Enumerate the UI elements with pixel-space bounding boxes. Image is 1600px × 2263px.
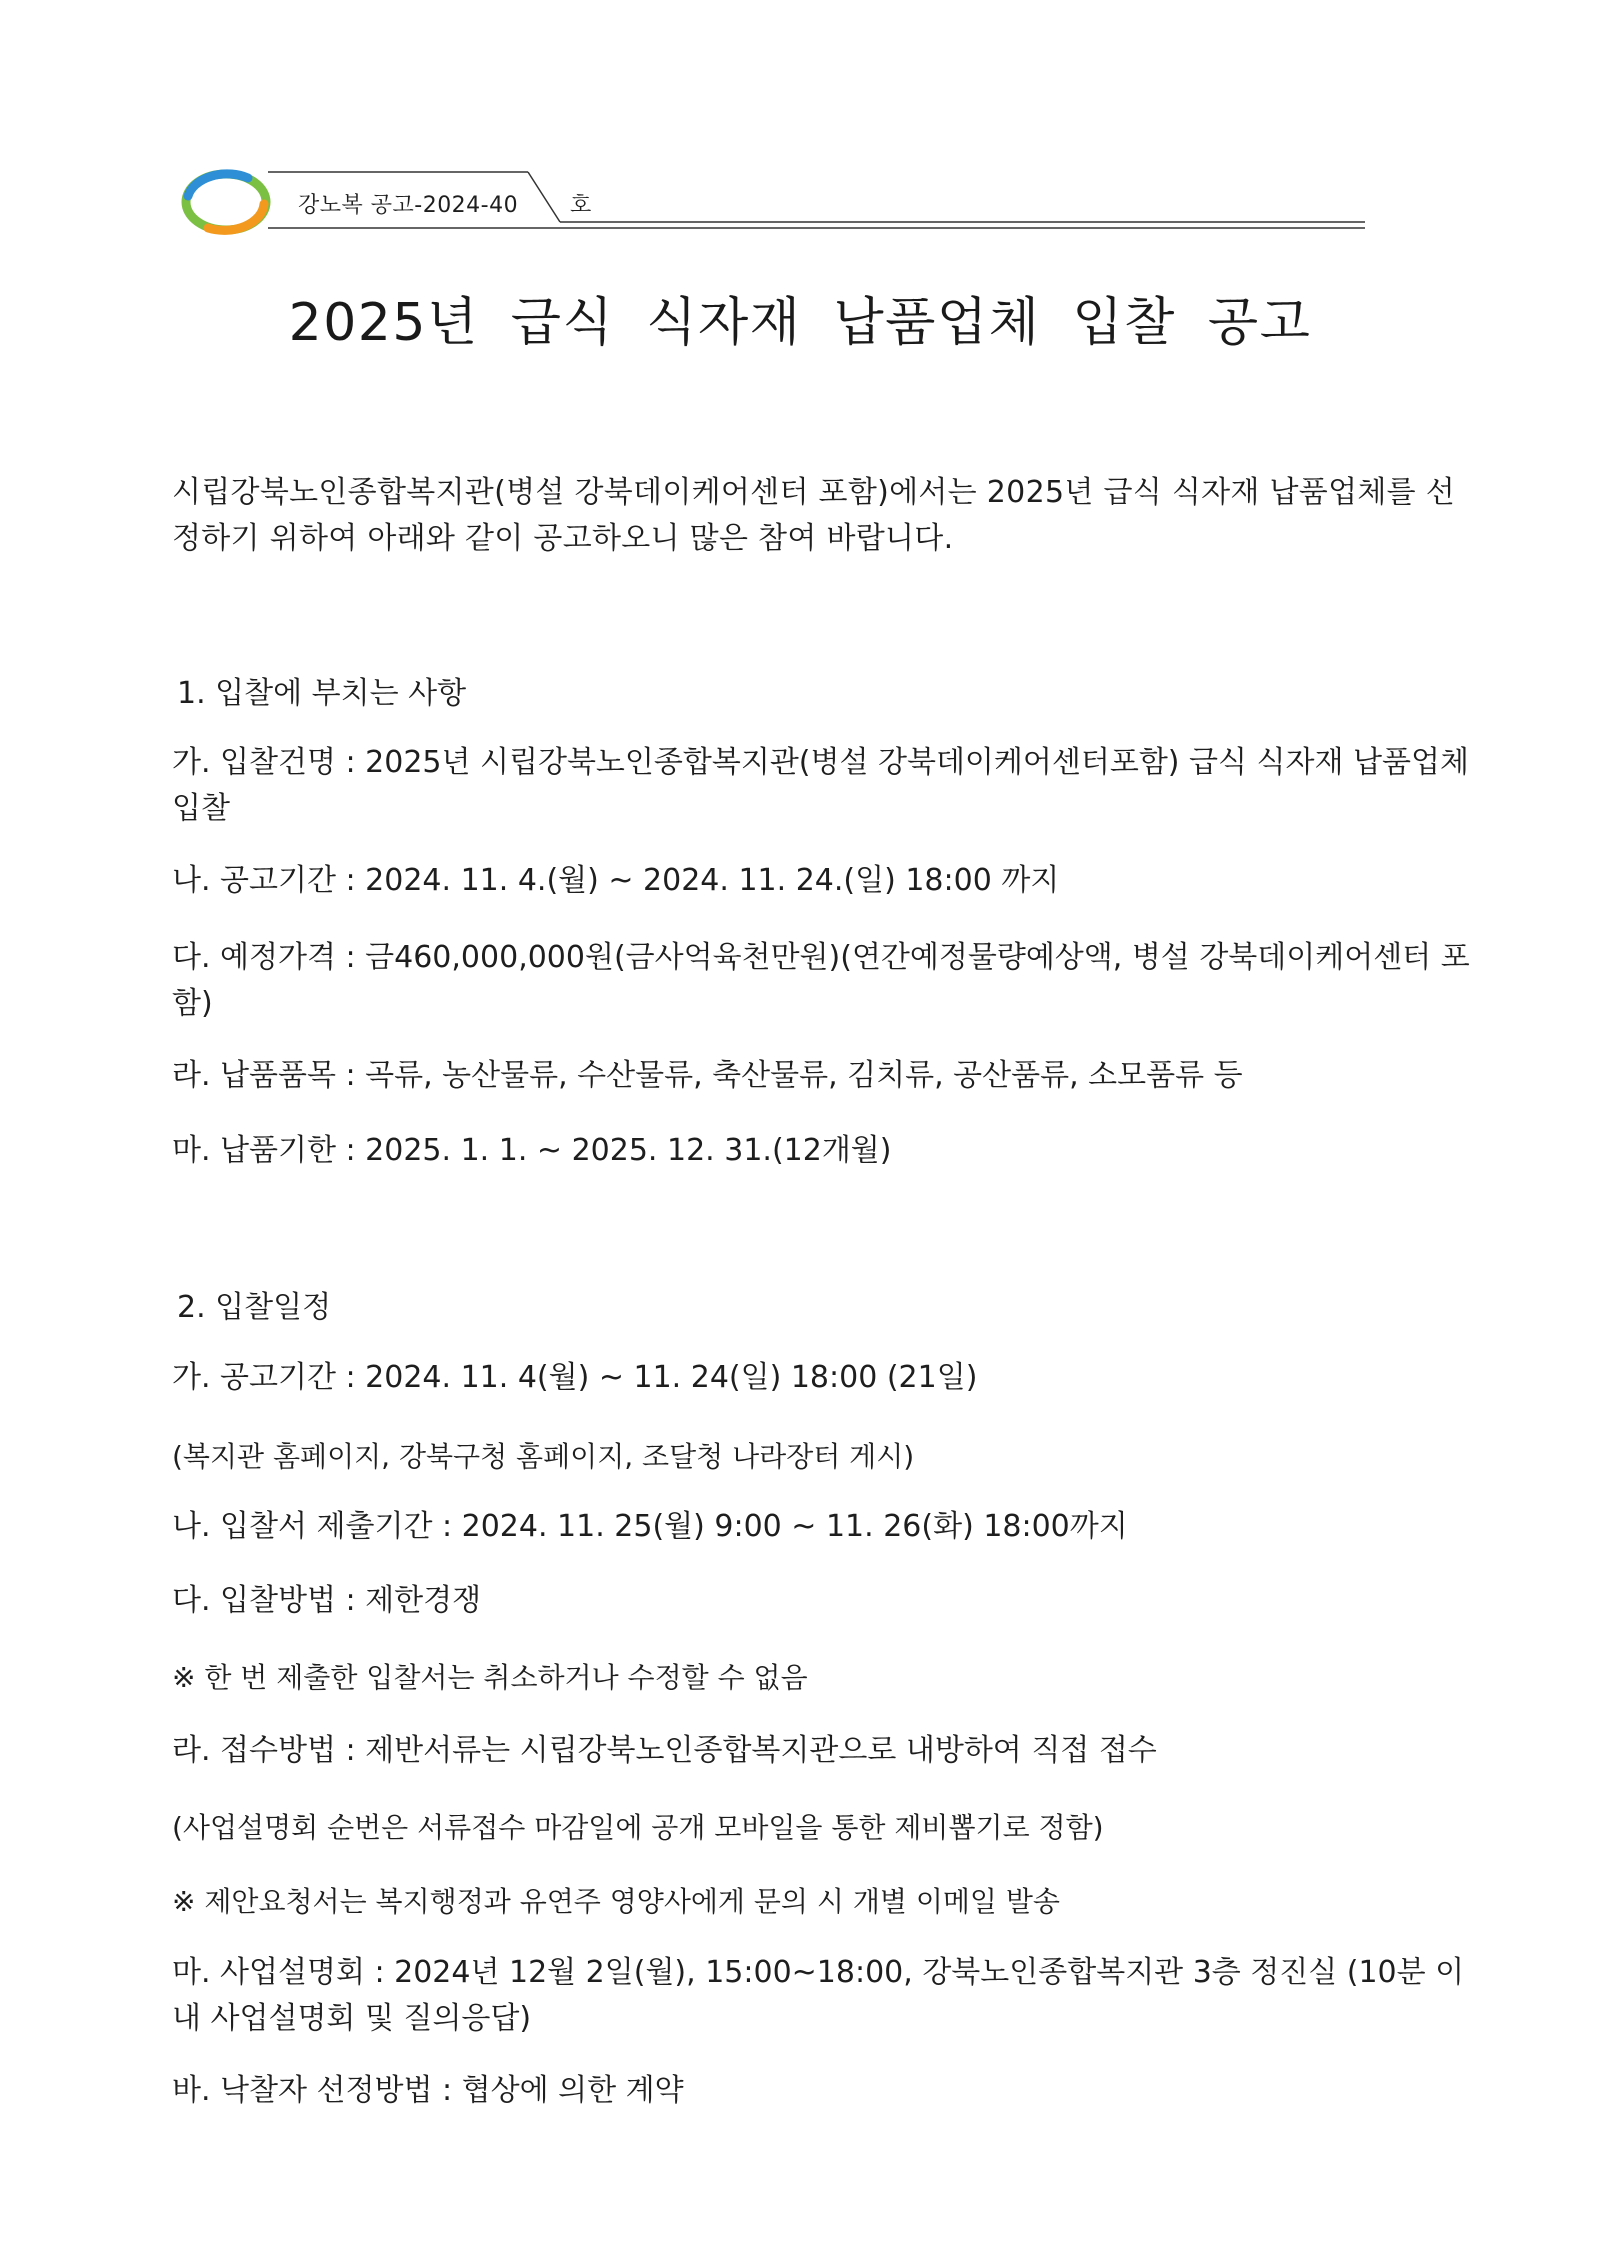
- section2-note-notice-sites: (복지관 홈페이지, 강북구청 홈페이지, 조달청 나라장터 게시): [172, 1440, 915, 1473]
- section2-note-draw-order: (사업설명회 순번은 서류접수 마감일에 공개 모바일을 통한 제비뽑기로 정함): [172, 1811, 1104, 1844]
- document-number: 강노복 공고-2024-40: [298, 193, 519, 218]
- section1-title: 1. 입찰에 부치는 사항: [177, 676, 467, 711]
- section1-item-ra: 라. 납품품목 : 곡류, 농산물류, 수산물류, 축산물류, 김치류, 공산품류, 소모품류 등: [172, 1058, 1243, 1093]
- section2-title: 2. 입찰일정: [177, 1290, 332, 1325]
- section1-item-da: 다. 예정가격 : 금460,000,000원(금사억육천만원)(연간예정물량예상액, 병설 강북데이케어센터 포함): [172, 940, 1470, 1021]
- section2-item-na: 나. 입찰서 제출기간 : 2024. 11. 25(월) 9:00 ~ 11. 26(화) 18:00까지: [172, 1509, 1128, 1544]
- section1-item-na: 나. 공고기간 : 2024. 11. 4.(월) ~ 2024. 11. 24.(일) 18:00 까지: [172, 863, 1060, 898]
- section2-item-ba: 바. 낙찰자 선정방법 : 협상에 의한 계약: [172, 2073, 684, 2108]
- section2-item-ra: 라. 접수방법 : 제반서류는 시립강북노인종합복지관으로 내방하여 직접 접수: [172, 1733, 1157, 1768]
- section1-item-ma: 마. 납품기한 : 2025. 1. 1. ~ 2025. 12. 31.(12개월): [172, 1133, 892, 1168]
- intro-block: [172, 470, 1472, 562]
- section2-note-rfp-email: ※ 제안요청서는 복지행정과 유연주 영양사에게 문의 시 개별 이메일 발송: [172, 1885, 1060, 1918]
- document-number-suffix: 호: [570, 193, 592, 218]
- section2-item-da: 다. 입찰방법 : 제한경쟁: [172, 1583, 482, 1618]
- section2-note-no-cancel: ※ 한 번 제출한 입찰서는 취소하거나 수정할 수 없음: [172, 1661, 808, 1694]
- header-rule: [0, 0, 1600, 260]
- section2-item-ga: 가. 공고기간 : 2024. 11. 4(월) ~ 11. 24(일) 18:00 (21일): [172, 1360, 978, 1395]
- intro-paragraph: 시립강북노인종합복지관(병설 강북데이케어센터 포함)에서는 2025년 급식 식자재 납품업체를 선정하기 위하여 아래와 같이 공고하오니 많은 참여 바랍니다.: [172, 475, 1456, 556]
- section2-item-ma: 마. 사업설명회 : 2024년 12월 2일(월), 15:00~18:00, 강북노인종합복지관 3층 정진실 (10분 이내 사업설명회 및 질의응답): [172, 1955, 1465, 2036]
- section1-item-ga: 가. 입찰건명 : 2025년 시립강북노인종합복지관(병설 강북데이케어센터포함) 급식 식자재 납품업체 입찰: [172, 745, 1469, 826]
- page-title: 2025년 급식 식자재 납품업체 입찰 공고: [288, 293, 1312, 353]
